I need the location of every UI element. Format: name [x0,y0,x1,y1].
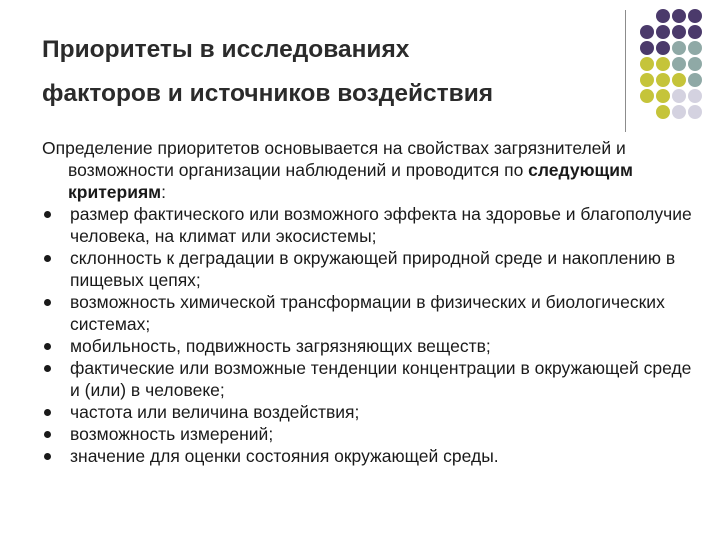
decorative-dot [688,105,702,119]
decorative-dot [640,25,654,39]
bullet-dot-icon [44,211,51,218]
decorative-dot [656,73,670,87]
decorative-dot [656,57,670,71]
bullet-dot-icon [44,255,51,262]
decorative-dot [656,9,670,23]
bullet-dot-icon [44,453,51,460]
list-item [42,401,702,423]
bullet-dot-icon [44,431,51,438]
intro-bold-text: следующим критериям [68,160,633,202]
bullet-dot-icon [44,299,51,306]
decorative-dot [672,25,686,39]
list-item [42,445,702,467]
bullet-dot-icon [44,409,51,416]
decorative-dot [656,105,670,119]
bullet-dot-icon [44,365,51,372]
decorative-dot [672,41,686,55]
list-item [42,423,702,445]
decorative-dot [688,89,702,103]
decorative-dot [672,105,686,119]
title-line-1: Приоритеты в исследованиях [42,36,410,63]
decorative-dot [688,41,702,55]
decorative-dot [656,41,670,55]
decorative-dot [656,25,670,39]
criterion-text: мобильность, подвижность загрязняющих веществ; [70,336,491,356]
list-item [42,247,702,291]
intro-paragraph [42,137,702,203]
decorative-dot [672,9,686,23]
criterion-text: возможность измерений; [70,424,274,444]
criterion-text: частота или величина воздействия; [70,402,360,422]
title-line-2: факторов и источников воздействия [42,80,494,107]
title-divider [625,10,626,132]
decorative-dot [672,89,686,103]
list-item [42,291,702,335]
criterion-text: склонность к деградации в окружающей природной среде и накоплению в пищевых цепях; [70,248,676,290]
intro-text: Определение приоритетов основывается на свойствах загрязнителей и возможности организации наблюдений и проводится по [42,138,626,180]
decorative-dot [688,73,702,87]
criterion-text: возможность химической трансформации в физических и биологических системах; [70,292,665,334]
decorative-dot [640,41,654,55]
list-item [42,335,702,357]
criteria-list [42,203,702,467]
decorative-dot [640,89,654,103]
slide-body [42,137,702,467]
list-item [42,357,702,401]
decorative-dot [688,57,702,71]
decorative-dot [688,9,702,23]
criterion-text: размер фактического или возможного эффекта на здоровье и благополучие человека, на климат или экосистемы; [70,204,692,246]
decorative-dot-grid [638,9,716,119]
criterion-text: фактические или возможные тенденции концентрации в окружающей среде и (или) в человеке; [70,358,692,400]
decorative-dot [672,73,686,87]
decorative-dot [672,57,686,71]
intro-colon: : [161,182,166,202]
decorative-dot [640,73,654,87]
slide-title [42,28,612,116]
decorative-dot [688,25,702,39]
decorative-dot [656,89,670,103]
bullet-dot-icon [44,343,51,350]
decorative-dot [640,57,654,71]
list-item [42,203,702,247]
criterion-text: значение для оценки состояния окружающей среды. [70,446,499,466]
